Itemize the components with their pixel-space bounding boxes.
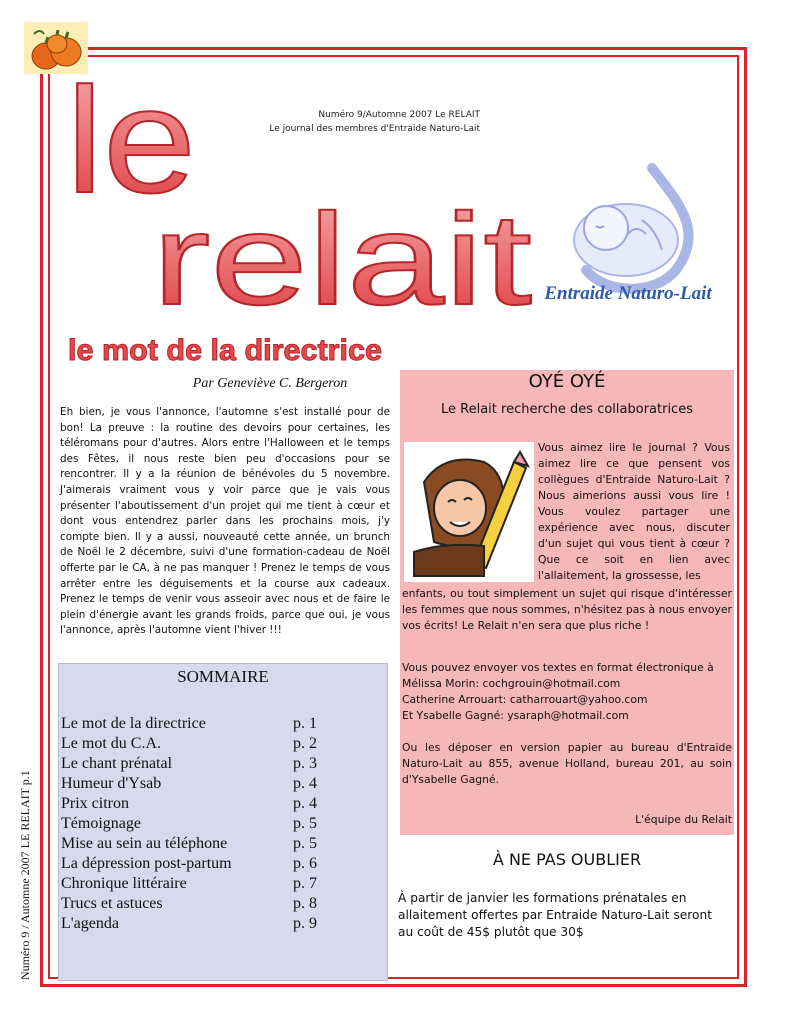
- toc-label: Prix citron: [61, 795, 129, 812]
- oye-depot: Ou les déposer en version papier au bureau d'Entraide Naturo-Lait au 855, avenue Holland, bureau 201, au soin d'Ysabelle Gagné.: [402, 741, 732, 786]
- toc-page: p. 7: [293, 875, 317, 892]
- toc-row: [61, 774, 381, 794]
- toc-list: [61, 714, 381, 934]
- directrice-article: Eh bien, je vous l'annonce, l'automne s'est installé pour de bon! La preuve : la routine des devoirs pour certaines, les téléromans pour d'autres. Alors entre l'Halloween et le temps des Fêtes, il nous reste bien peu d'occasions pour se rencontrer. Il y a la réunion de bénévoles du 5 novembre. J'aimerais vraiment vous y voir parce que je vais vous présenter l'aboutissement d'un projet qui me tient à cœur et dont vous entendrez parler dans les prochains mois, j'y compte bien. Il y a aussi, nouveauté cette année, un brunch de Noël le 2 décembre, suivi d'une formation-cadeau de Noël offerte par le CA, à ne pas manquer ! Prenez le temps de vous arrêter entre les déguisements et la course aux cadeaux. Prenez le temps de venir vous asseoir avec nous et de faire le plein d'énergie avant les grands froids, parce que oui, je vous l'annonce, après l'automne vient l'hiver !!!: [60, 406, 390, 637]
- toc-label: Le mot de la directrice: [61, 715, 206, 732]
- side-issue-label: Numéro 9 / Automne 2007 LE RELAIT p.1: [18, 770, 32, 980]
- directrice-heading-text: le mot de la directrice: [68, 334, 382, 367]
- mail-intro: Vous pouvez envoyer vos textes en format électronique à: [402, 661, 714, 674]
- toc-row: [61, 714, 381, 734]
- mail-contact-1: Mélissa Morin: cochgrouin@hotmail.com: [402, 677, 621, 690]
- oye-contacts: [402, 660, 732, 724]
- toc-page: p. 2: [293, 735, 317, 752]
- toc-page: p. 5: [293, 835, 317, 852]
- toc-row: [61, 734, 381, 754]
- toc-label: Témoignage: [61, 815, 141, 832]
- toc-title: SOMMAIRE: [177, 667, 269, 686]
- table-of-contents: [58, 663, 388, 981]
- toc-page: p. 3: [293, 755, 317, 772]
- toc-label: Le mot du C.A.: [61, 735, 161, 752]
- toc-label: L'agenda: [61, 915, 119, 932]
- masthead-title-relait: relait: [152, 186, 532, 322]
- toc-row: [61, 814, 381, 834]
- oye-title: OYÉ OYÉ: [528, 371, 606, 392]
- journal-line: Le journal des membres d'Entraide Naturo-Lait: [269, 124, 480, 134]
- directrice-heading: [66, 330, 396, 370]
- oye-box: [400, 370, 734, 835]
- mail-contact-3: Et Ysabelle Gagné: ysaraph@hotmail.com: [402, 709, 629, 722]
- toc-row: [61, 874, 381, 894]
- oye-signature: L'équipe du Relait: [635, 813, 732, 826]
- toc-row: [61, 834, 381, 854]
- logo-name: Entraide Naturo-Lait: [544, 283, 712, 304]
- issue-line: Numéro 9/Automne 2007 Le RELAIT: [318, 110, 480, 120]
- toc-label: Humeur d'Ysab: [61, 775, 162, 792]
- pencil-girl-illustration: [404, 442, 534, 582]
- toc-label: La dépression post-partum: [61, 855, 232, 872]
- issue-info: [240, 108, 480, 136]
- masthead-title-le: le: [66, 72, 196, 224]
- toc-page: p. 6: [293, 855, 317, 872]
- toc-label: Mise au sein au téléphone: [61, 835, 228, 852]
- toc-row: [61, 794, 381, 814]
- toc-label: Le chant prénatal: [61, 755, 173, 772]
- oye-subtitle: Le Relait recherche des collaboratrices: [441, 402, 693, 417]
- toc-page: p. 5: [293, 815, 317, 832]
- toc-row: [61, 894, 381, 914]
- oye-continued: enfants, ou tout simplement un sujet qui risque d'intéresser les femmes que nous sommes, n'hésitez pas à nous envoyer vos écrits! Le Relait n'en sera que plus riche !: [402, 587, 732, 632]
- toc-page: p. 4: [293, 775, 317, 792]
- oye-intro: Vous aimez lire le journal ? Vous aimez lire ce que pensent vos collègues d'Entraide Naturo-Lait ? Nous aimerions aussi vous lire ! Vous voulez partager une expérience avec nous, discuter d'un sujet qui vous tient à cœur ? Que ce soit en lien avec l'allaitement, la grossesse, les: [538, 441, 730, 582]
- byline: Par Geneviève C. Bergeron: [192, 376, 348, 391]
- toc-page: p. 9: [293, 915, 317, 932]
- toc-page: p. 1: [293, 715, 317, 732]
- toc-label: Chronique littéraire: [61, 875, 187, 892]
- toc-row: [61, 854, 381, 874]
- toc-page: p. 4: [293, 795, 317, 812]
- mail-contact-2: Catherine Arrouart: catharrouart@yahoo.com: [402, 693, 648, 706]
- pumpkin-icon: [24, 22, 88, 74]
- toc-label: Trucs et astuces: [61, 895, 163, 912]
- reminder-text: À partir de janvier les formations prénatales en allaitement offertes par Entraide Naturo-Lait seront au coût de 45$ plutôt que 30$: [398, 891, 713, 939]
- toc-page: p. 8: [293, 895, 317, 912]
- toc-row: [61, 754, 381, 774]
- reminder-title: À NE PAS OUBLIER: [492, 850, 642, 869]
- toc-row: [61, 914, 381, 934]
